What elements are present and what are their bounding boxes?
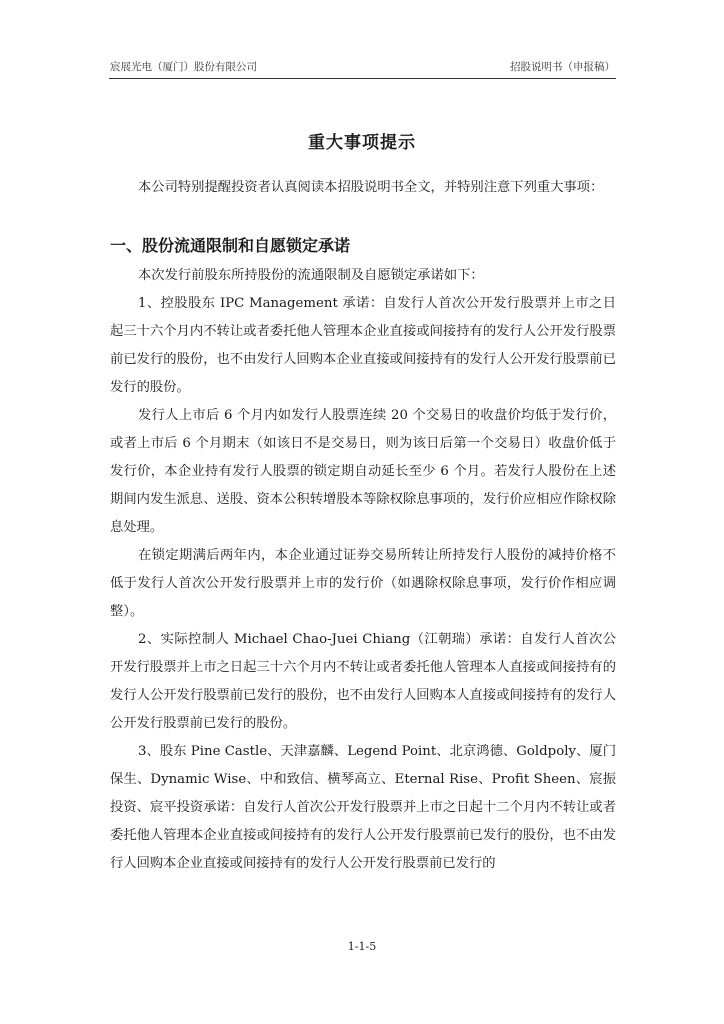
body-paragraph: 在锁定期满后两年内，本企业通过证券交易所转让所持发行人股份的减持价格不低于发行人首次公开发行股票并上市的发行价（如遇除权除息事项，发行价作相应调整）。 xyxy=(110,548,616,619)
body-paragraph: 3、股东 Pine Castle、天津嘉麟、Legend Point、北京鸿德、Goldpoly、厦门保生、Dynamic Wise、中和致信、横琴高立、Eternal Rise、Profit Sheen、宸振投资、宸平投资承诺：自发行人首次公开发行股票并上市之日起十二个月内不转让或者委托他人管理本企业直接或间接持有的发行人公开发行股票前已发行的股份，也不由发行人回购本企业直接或间接持有的发行人公开发行股票前已发行的 xyxy=(110,744,616,871)
section-body xyxy=(110,262,616,878)
body-paragraph: 2、实际控制人 Michael Chao-Juei Chiang（江朝瑞）承诺：自发行人首次公开发行股票并上市之日起三十六个月内不转让或者委托他人管理本人直接或间接持有的发行人公开发行股票前已发行的股份，也不由发行人回购本人直接或间接持有的发行人公开发行股票前已发行的股份。 xyxy=(110,632,616,731)
page-title: 重大事项提示 xyxy=(308,133,416,154)
header-document-type: 招股说明书（申报稿） xyxy=(510,61,615,73)
body-paragraph: 发行人上市后 6 个月内如发行人股票连续 20 个交易日的收盘价均低于发行价，或者上市后 6 个月期末（如该日不是交易日，则为该日后第一个交易日）收盘价低于发行价，本企业持有发行人股票的锁定期自动延长至少 6 个月。若发行人股份在上述期间内发生派息、送股、资本公积转增股本等除权除息事项的，发行价应相应作除权除息处理。 xyxy=(110,408,616,535)
intro-paragraph: 本公司特别提醒投资者认真阅读本招股说明书全文，并特别注意下列重大事项： xyxy=(138,180,604,195)
body-paragraph: 本次发行前股东所持股份的流通限制及自愿锁定承诺如下： xyxy=(138,268,484,283)
body-paragraph: 1、控股股东 IPC Management 承诺：自发行人首次公开发行股票并上市之日起三十六个月内不转让或者委托他人管理本企业直接或间接持有的发行人公开发行股票前已发行的股份，也不由发行人回购本企业直接或间接持有的发行人公开发行股票前已发行的股份。 xyxy=(110,296,616,395)
page-header xyxy=(110,59,615,74)
page-number: 1-1-5 xyxy=(347,940,377,953)
section-heading: 一、股份流通限制和自愿锁定承诺 xyxy=(110,236,351,255)
header-divider xyxy=(109,78,616,79)
header-company-name: 宸展光电（厦门）股份有限公司 xyxy=(110,61,257,73)
